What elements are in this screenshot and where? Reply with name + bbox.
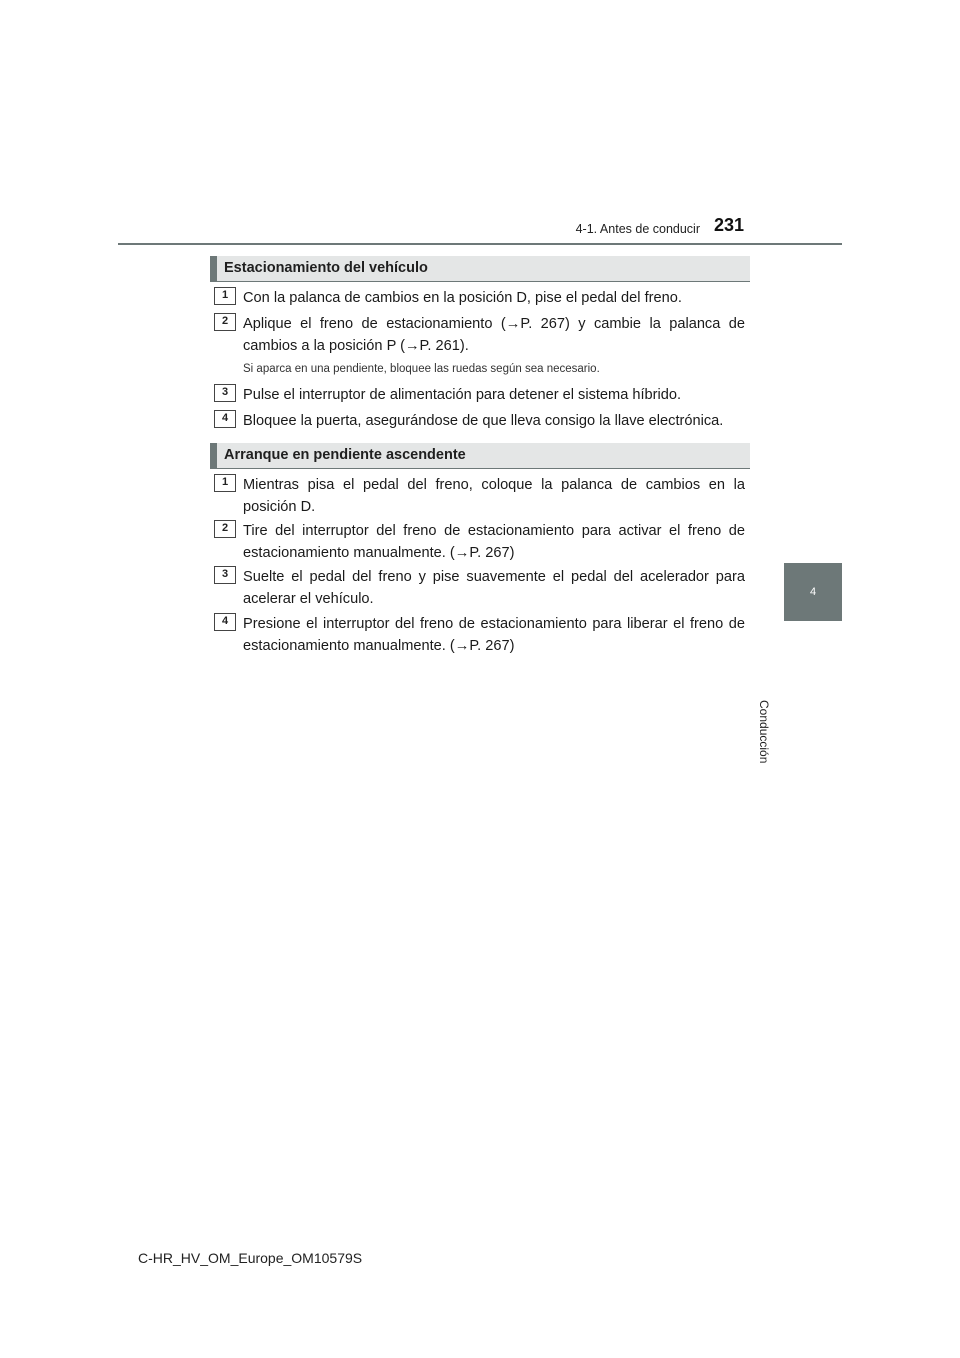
section-title: Estacionamiento del vehículo [224, 260, 428, 276]
step-text: Mientras pisa el pedal del freno, coloque la palanca de cambios en la posición D. [243, 477, 745, 515]
step-badge: 4 [214, 613, 236, 631]
section-heading-hill-start [210, 443, 750, 469]
step-badge: 4 [214, 410, 236, 428]
chapter-tab [784, 563, 842, 621]
step-text: Con la palanca de cambios en la posición D, pise el pedal del freno. [243, 290, 682, 306]
step-badge: 1 [214, 474, 236, 492]
step-badge: 3 [214, 566, 236, 584]
step-badge: 2 [214, 520, 236, 538]
header-section-title: 4-1. Antes de conducir [575, 222, 700, 236]
chapter-label-text: Conducción [757, 700, 771, 764]
step-text: Presione el interruptor del freno de estacionamiento para liberar el freno de estacionamiento manualmente. (→P. 267) [243, 616, 745, 654]
chapter-number: 4 [809, 586, 817, 598]
section-title: Arranque en pendiente ascendente [224, 447, 466, 463]
heading-accent-bar [210, 443, 217, 468]
document-id: C-HR_HV_OM_Europe_OM10579S [138, 1250, 363, 1266]
section-heading-parking [210, 256, 750, 282]
page-number: 231 [714, 215, 745, 235]
step-text: Tire del interruptor del freno de estacionamiento para activar el freno de estacionamiento manualmente. (→P. 267) [243, 523, 745, 561]
step-badge: 2 [214, 313, 236, 331]
step-text: Aplique el freno de estacionamiento (→P. 267) y cambie la palanca de cambios a la posición P (→P. 261). [243, 316, 745, 354]
step-note: Si aparca en una pendiente, bloquee las ruedas según sea necesario. [243, 363, 600, 375]
step-badge: 3 [214, 384, 236, 402]
header-divider [118, 243, 842, 245]
step-text: Pulse el interruptor de alimentación para detener el sistema híbrido. [243, 387, 682, 403]
step-badge: 1 [214, 287, 236, 305]
heading-accent-bar [210, 256, 217, 281]
step-text: Bloquee la puerta, asegurándose de que lleva consigo la llave electrónica. [243, 413, 724, 429]
step-text: Suelte el pedal del freno y pise suavemente el pedal del acelerador para acelerar el vehículo. [243, 569, 745, 607]
